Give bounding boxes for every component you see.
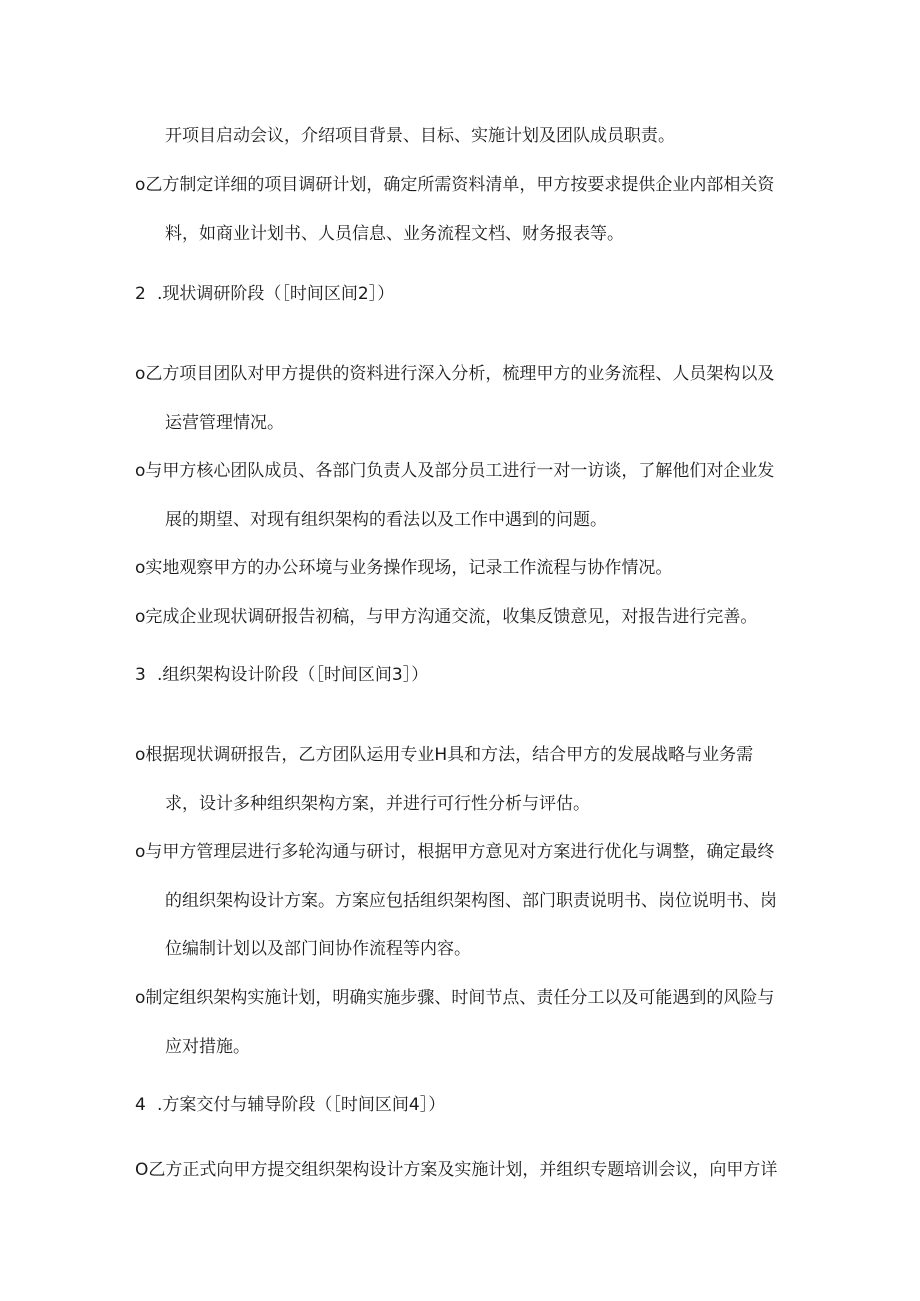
- bullet-line: O乙方正式向甲方提交组织架构设计方案及实施计划，并组织专题培训会议，向甲方详: [135, 1160, 778, 1180]
- section-heading-3: [135, 663, 428, 687]
- paragraph-line: 求，设计多种组织架构方案，并进行可行性分析与评估。: [165, 794, 590, 814]
- bullet-line: o乙方项目团队对甲方提供的资料进行深入分析，梳理甲方的业务流程、人员架构以及: [135, 364, 775, 384]
- paragraph-line: 的组织架构设计方案。方案应包括组织架构图、部门职责说明书、岗位说明书、岗: [165, 891, 777, 911]
- section-number: 2: [135, 284, 146, 304]
- bullet-line: o实地观察甲方的办公环境与业务操作现场，记录工作流程与协作情况。: [135, 558, 673, 578]
- section-title: .现状调研阶段（［时间区间2］）: [157, 284, 395, 304]
- section-number: 4: [135, 1095, 146, 1115]
- section-heading-2: [135, 282, 394, 306]
- bullet-line: o乙方制定详细的项目调研计划，确定所需资料清单，甲方按要求提供企业内部相关资: [135, 175, 775, 195]
- paragraph-line: 料，如商业计划书、人员信息、业务流程文档、财务报表等。: [165, 224, 624, 244]
- bullet-line: o完成企业现状调研报告初稿，与甲方沟通交流，收集反馈意见，对报告进行完善。: [135, 607, 758, 627]
- paragraph-line: 开项目启动会议，介绍项目背景、目标、实施计划及团队成员职责。: [165, 126, 675, 146]
- bullet-line: o与甲方核心团队成员、各部门负责人及部分员工进行一对一访谈，了解他们对企业发: [135, 461, 775, 481]
- paragraph-line: 应对措施。: [165, 1037, 250, 1057]
- section-number: 3: [135, 665, 146, 685]
- bullet-line: o制定组织架构实施计划，明确实施步骤、时间节点、责任分工以及可能遇到的风险与: [135, 988, 775, 1008]
- paragraph-line: 展的期望、对现有组织架构的看法以及工作中遇到的问题。: [165, 510, 607, 530]
- paragraph-line: 运营管理情况。: [165, 413, 284, 433]
- section-title: .组织架构设计阶段（［时间区间3］）: [157, 665, 429, 685]
- bullet-line: o与甲方管理层进行多轮沟通与研讨，根据甲方意见对方案进行优化与调整，确定最终: [135, 842, 775, 862]
- section-heading-4: [135, 1093, 445, 1117]
- paragraph-line: 位编制计划以及部门间协作流程等内容。: [165, 939, 471, 959]
- bullet-line: o根据现状调研报告，乙方团队运用专业H具和方法，结合甲方的发展战略与业务需: [135, 745, 754, 765]
- section-title: .方案交付与辅导阶段（［时间区间4］）: [157, 1095, 446, 1115]
